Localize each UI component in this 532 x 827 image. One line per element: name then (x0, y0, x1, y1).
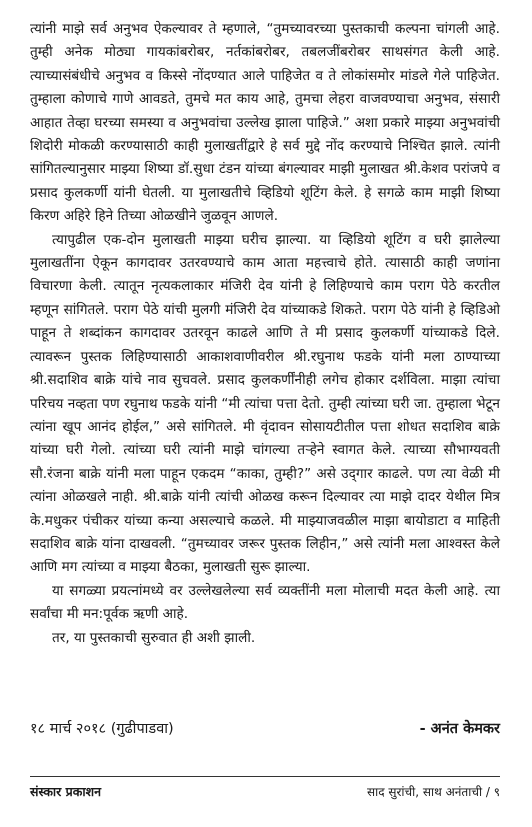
page-footer (30, 776, 500, 800)
signoff (30, 718, 500, 738)
footer-publisher: संस्कार प्रकाशन (30, 784, 102, 799)
signoff-author: - अनंत केमकर (419, 721, 500, 737)
paragraph-4: तर, या पुस्तकाची सुरुवात ही अशी झाली. (52, 629, 256, 646)
paragraph-1: त्यांनी माझे सर्व अनुभव ऐकल्यावर ते म्हणाले, “तुमच्यावरच्या पुस्तकाची कल्पना चांगली आहे. तुम्ही अनेक मोठ्या गायकांबरोबर, नर्तकांबरोबर, तबलजींबरोबर साथसंगत केली आहे. त्याच्यासंबंधीचे अनुभव व किस्से नोंदण्यात आले पाहिजेत व ते लोकांसमोर मांडले गेले पाहिजेत. तुम्हाला कोणाचे गाणे आवडते, तुमचे मत काय आहे, तुमचा लेहरा वाजवण्याचा अनुभव, संसारी आहात तेव्हा घरच्या समस्या व अनुभवांचा उल्लेख झाला पाहिजे.” अशा प्रकारे माझ्या अनुभवांची शिदोरी मोकळी करण्यासाठी काही मुलाखतींद्वारे हे सर्व मुद्दे नोंद करण्याचे निश्चित झाले. त्यांनी सांगितल्यानुसार माझ्या शिष्या डॉ.सुधा टंडन यांच्या बंगल्यावर माझी मुलाखत श्री.केशव परांजपे व प्रसाद कुलकर्णी यांनी घेतली. या मुलाखतीचे व्हिडियो शूटिंग केले. हे सगळे काम माझी शिष्या किरण अहिरे हिने तिच्या ओळखीने जुळवून आणले. (30, 21, 500, 225)
paragraph-2: त्यापुढील एक-दोन मुलाखती माझ्या घरीच झाल्या. या व्हिडियो शूटिंग व घरी झालेल्या मुलाखतींना ऐकून कागदावर उतरवण्याचे काम आता महत्त्वाचे होते. त्यासाठी काही जणांना विचारणा केली. त्यातून नृत्यकलाकार मंजिरी देव यांनी हे लिहिण्याचे काम पराग पेठे करतील म्हणून सांगितले. पराग पेठे यांची मुलगी मंजिरी देव यांच्याकडे शिकते. पराग पेठे यांनी हे व्हिडिओ पाहून ते शब्दांकन कागदावर उतरवून काढले आणि ते मी प्रसाद कुलकर्णी यांच्याकडे दिले. त्यावरून पुस्तक लिहिण्यासाठी आकाशवाणीवरील श्री.रघुनाथ फडके यांनी मला ठाण्याच्या श्री.सदाशिव बाक्रे यांचे नाव सुचवले. प्रसाद कुलकर्णींनीही लगेच होकार दर्शविला. माझा त्यांचा परिचय नव्हता पण रघुनाथ फडके यांनी “मी त्यांचा पत्ता देतो. तुम्ही त्यांच्या घरी जा. तुम्हाला भेटून त्यांना खूप आनंद होईल,” असे सांगितले. मी वृंदावन सोसायटीतील पत्ता शोधत सदाशिव बाक्रे यांच्या घरी गेलो. त्यांच्या घरी त्यांनी माझे चांगल्या तऱ्हेने स्वागत केले. त्याच्या सौभाग्यवती सौ.रंजना बाक्रे यांनी मला पाहून एकदम “काका, तुम्ही?” असे उद्‌गार काढले. पण त्या वेळी मी त्यांना ओळखले नाही. श्री.बाक्रे यांनी त्यांची ओळख करून दिल्यावर त्या माझे दादर येथील मित्र के.मधुकर पंचीकर यांच्या कन्या असल्याचे कळले. मी माझ्याजवळील माझा बायोडाटा व माहिती सदाशिव बाक्रे यांना दाखवली. “तुमच्यावर जरूर पुस्तक लिहीन,” असे त्यांनी मला आश्वस्त केले आणि मग त्यांच्या व माझ्या बैठका, मुलाखती सुरू झाल्या. (30, 231, 500, 576)
footer-running-title: साद सुरांची, साथ अनंताची / ९ (366, 785, 500, 799)
body-text (30, 18, 500, 650)
signoff-date: १८ मार्च २०१८ (गुढीपाडवा) (30, 721, 174, 737)
paragraph-3: या सगळ्या प्रयत्नांमध्ये वर उल्लेखलेल्या सर्व व्यक्तींनी मला मोलाची मदत केली आहे. त्या सर्वांचा मी मन:पूर्वक ऋणी आहे. (30, 582, 500, 623)
